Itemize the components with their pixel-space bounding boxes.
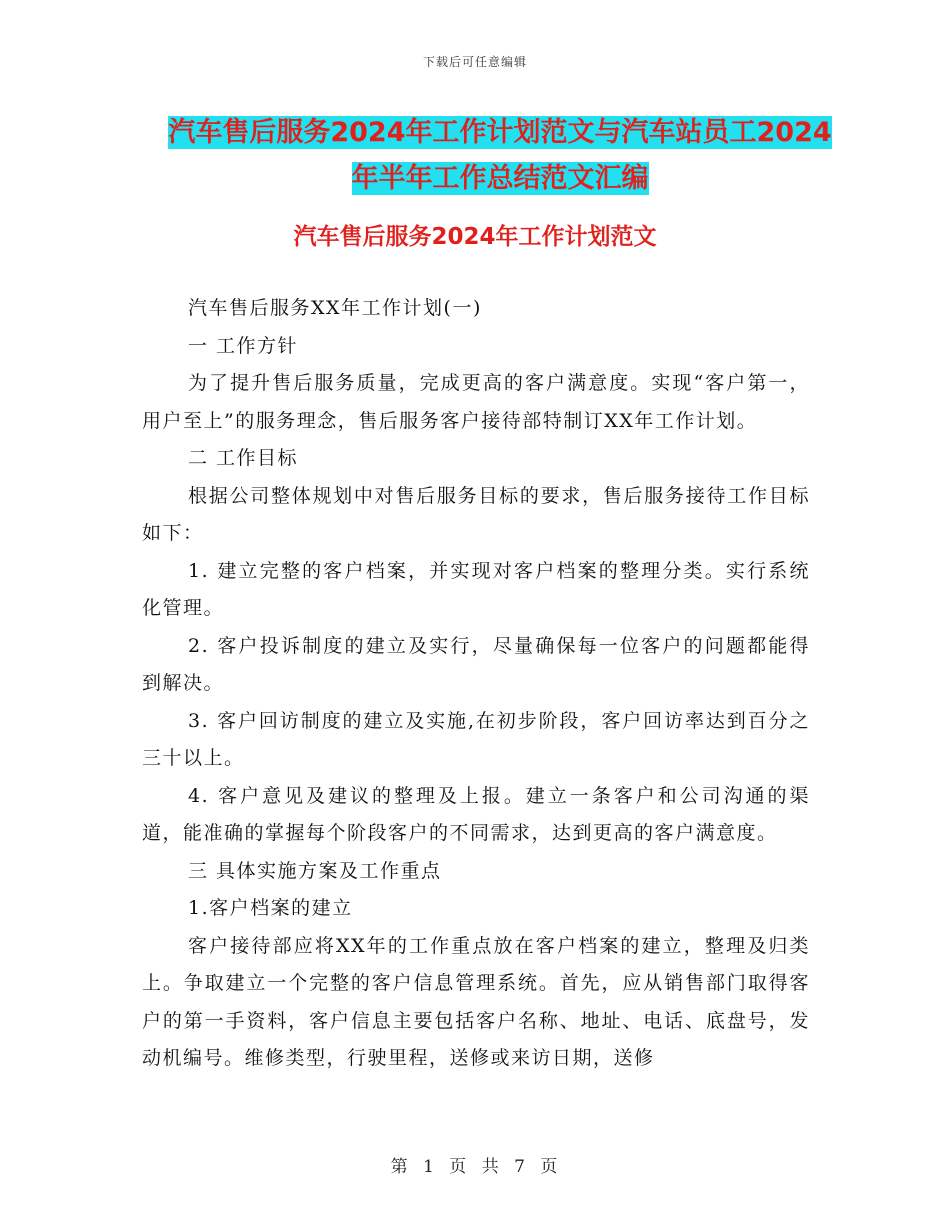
paragraph: 客户接待部应将XX年的工作重点放在客户档案的建立，整理及归类上。争取建立一个完整的客户信息管理系统。首先，应从销售部门取得客户的第一手资料，客户信息主要包括客户名称、地址、电话、底盘号，发动机编号。维修类型，行驶里程，送修或来访日期，送修 bbox=[142, 934, 810, 1069]
paragraph: 4. 客户意见及建议的整理及上报。建立一条客户和公司沟通的渠道，能准确的掌握每个阶段客户的不同需求，达到更高的客户满意度。 bbox=[142, 784, 810, 844]
footer-prefix: 第 bbox=[390, 1157, 410, 1177]
document-title bbox=[140, 110, 860, 202]
title-line-2: 年半年工作总结范文汇编 bbox=[351, 163, 649, 194]
header-note: 下载后可任意编辑 bbox=[422, 55, 527, 69]
paragraph: 三 具体实施方案及工作重点 bbox=[188, 859, 442, 882]
paragraph: 3. 客户回访制度的建立及实施,在初步阶段，客户回访率达到百分之三十以上。 bbox=[142, 709, 810, 769]
paragraph: 为了提升售后服务质量，完成更高的客户满意度。实现“客户第一，用户至上”的服务理念，售后服务客户接待部特制订XX年工作计划。 bbox=[142, 372, 810, 432]
paragraph: 1.客户档案的建立 bbox=[188, 897, 353, 919]
footer-total-word: 共 bbox=[481, 1157, 501, 1177]
paragraph: 一 工作方针 bbox=[188, 334, 299, 357]
paragraph: 1. 建立完整的客户档案，并实现对客户档案的整理分类。实行系统化管理。 bbox=[142, 559, 810, 619]
section-title: 汽车售后服务2024年工作计划范文 bbox=[293, 224, 657, 250]
footer-suffix: 页 bbox=[540, 1157, 560, 1177]
page-footer bbox=[0, 1152, 950, 1177]
body-text bbox=[142, 290, 810, 1078]
paragraph: 根据公司整体规划中对售后服务目标的要求，售后服务接待工作目标如下： bbox=[142, 484, 810, 544]
current-page-number: 1 bbox=[423, 1157, 436, 1177]
paragraph: 2. 客户投诉制度的建立及实行，尽量确保每一位客户的问题都能得到解决。 bbox=[142, 634, 810, 694]
paragraph: 二 工作目标 bbox=[188, 447, 299, 469]
paragraph: 汽车售后服务XX年工作计划(一) bbox=[188, 297, 482, 319]
footer-page-word: 页 bbox=[449, 1157, 469, 1177]
title-line-1: 汽车售后服务2024年工作计划范文与汽车站员工2024 bbox=[168, 117, 832, 148]
total-page-count: 7 bbox=[514, 1157, 527, 1177]
